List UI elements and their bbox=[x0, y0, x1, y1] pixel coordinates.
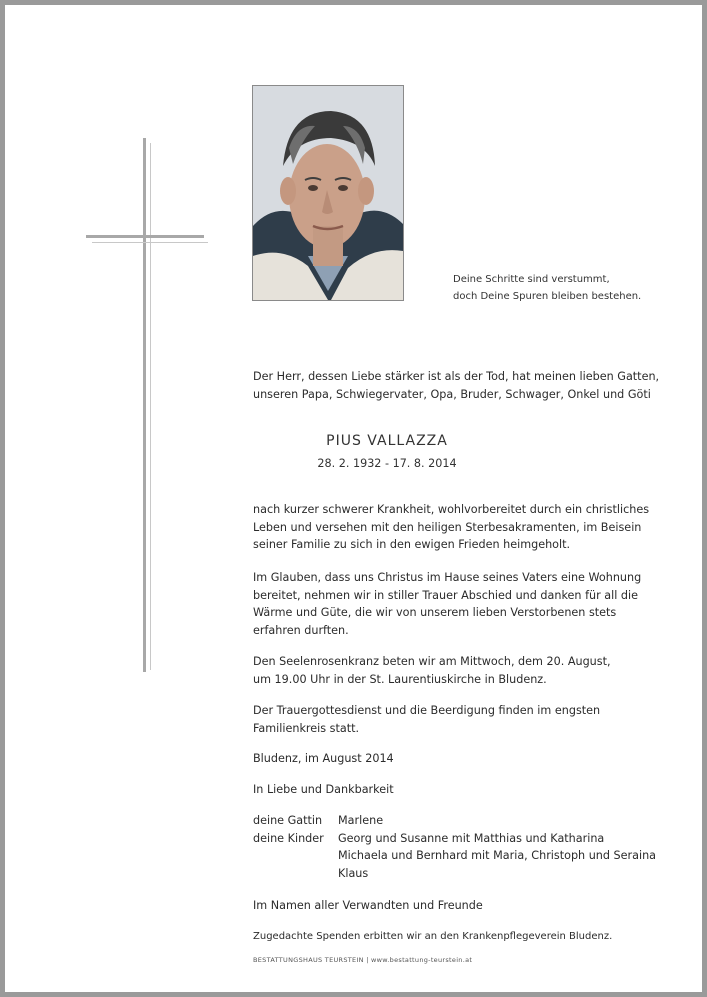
family-role: deine Gattin bbox=[253, 814, 323, 827]
text-line: Im Glauben, dass uns Christus im Hause seines Vaters eine Wohnung bbox=[253, 571, 642, 584]
intro-text bbox=[253, 368, 659, 403]
text-line: Wärme und Güte, die wir von unserem lieben Verstorbenen stets bbox=[253, 606, 617, 619]
funeral-home-footer: BESTATTUNGSHAUS TEURSTEIN | www.bestattung-teurstein.at bbox=[253, 956, 473, 964]
intro-line: unseren Papa, Schwiegervater, Opa, Bruder, Schwager, Onkel und Göti bbox=[253, 387, 651, 401]
deceased-name: PIUS VALLAZZA bbox=[326, 433, 448, 449]
text-line: nach kurzer schwerer Krankheit, wohlvorbereitet durch ein christliches bbox=[253, 503, 650, 516]
text-line: Der Trauergottesdienst und die Beerdigung finden im engsten bbox=[253, 704, 601, 717]
quote-block bbox=[453, 271, 641, 305]
text-line: Leben und versehen mit den heiligen Sterbesakramenten, im Beisein bbox=[253, 520, 642, 534]
portrait-photo bbox=[252, 85, 404, 301]
text-line: um 19.00 Uhr in der St. Laurentiuskirche in Bludenz. bbox=[253, 672, 547, 686]
quote-line: Deine Schritte sind verstummt, bbox=[453, 274, 610, 285]
place-date: Bludenz, im August 2014 bbox=[253, 752, 394, 765]
closing-line: In Liebe und Dankbarkeit bbox=[253, 783, 394, 796]
family-name-line: Klaus bbox=[338, 866, 369, 880]
quote-line: doch Deine Spuren bleiben bestehen. bbox=[453, 291, 642, 302]
family-role: deine Kinder bbox=[253, 831, 324, 845]
donation-note: Zugedachte Spenden erbitten wir an den Krankenpflegeverein Bludenz. bbox=[253, 931, 613, 942]
family-row bbox=[253, 830, 656, 883]
text-line: bereitet, nehmen wir in stiller Trauer Abschied und danken für all die bbox=[253, 588, 638, 602]
paragraph-1 bbox=[253, 501, 649, 554]
paragraph-4 bbox=[253, 702, 600, 737]
paragraph-2 bbox=[253, 569, 641, 639]
text-line: seiner Familie zu sich in den ewigen Frieden heimgeholt. bbox=[253, 538, 571, 551]
family-name-line: Michaela und Bernhard mit Maria, Christoph und Seraina bbox=[338, 849, 657, 862]
intro-line: Der Herr, dessen Liebe stärker ist als der Tod, hat meinen lieben Gatten, bbox=[253, 370, 660, 383]
family-names bbox=[338, 830, 656, 883]
family-names: Marlene bbox=[338, 814, 384, 827]
text-line: erfahren durften. bbox=[253, 623, 349, 637]
text-line: Familienkreis statt. bbox=[253, 721, 360, 735]
on-behalf-line: Im Namen aller Verwandten und Freunde bbox=[253, 899, 483, 912]
paragraph-3 bbox=[253, 653, 611, 688]
family-name-line: Georg und Susanne mit Matthias und Katharina bbox=[338, 831, 605, 845]
family-row bbox=[253, 812, 656, 830]
family-list bbox=[253, 812, 656, 882]
text-line: Den Seelenrosenkranz beten wir am Mittwoch, dem 20. August, bbox=[253, 655, 611, 668]
deceased-dates: 28. 2. 1932 - 17. 8. 2014 bbox=[317, 457, 457, 470]
